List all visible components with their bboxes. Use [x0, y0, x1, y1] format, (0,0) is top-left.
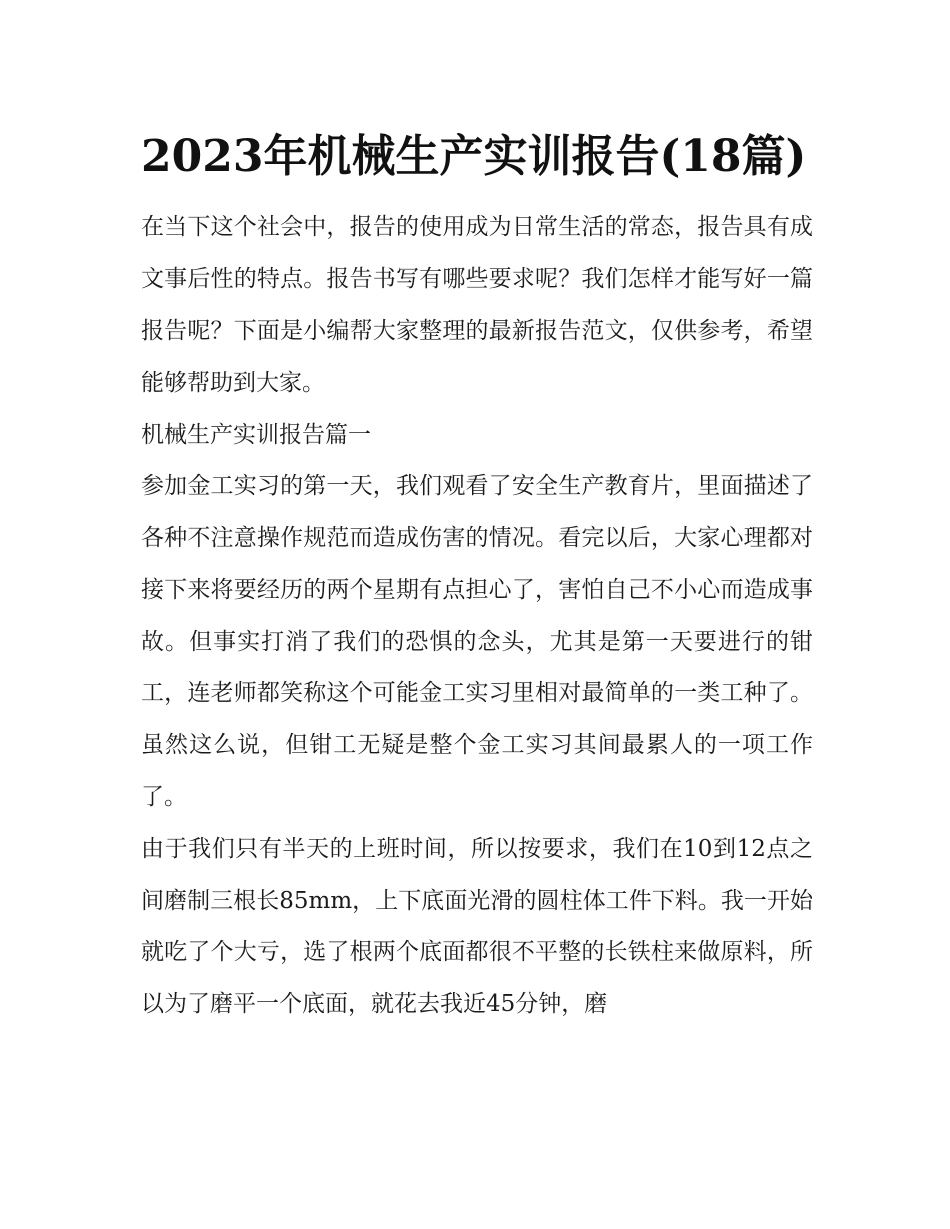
- section-heading: 机械生产实训报告篇一: [141, 421, 371, 448]
- intro-paragraph: 在当下这个社会中，报告的使用成为日常生活的常态，报告具有成文事后性的特点。报告书写有哪些要求呢？我们怎样才能写好一篇报告呢？下面是小编帮大家整理的最新报告范文，仅供参考，希望能够帮助到大家。: [141, 214, 813, 396]
- document-title: 2023年机械生产实训报告(18篇): [141, 131, 807, 182]
- body-paragraph: 由于我们只有半天的上班时间，所以按要求，我们在10到12点之间磨制三根长85mm，上下底面光滑的圆柱体工件下料。我一开始就吃了个大亏，选了根两个底面都很不平整的长铁柱来做原料，所以为了磨平一个底面，就花去我近45分钟，磨: [141, 835, 813, 1018]
- body-paragraph: 参加金工实习的第一天，我们观看了安全生产教育片，里面描述了各种不注意操作规范而造成伤害的情况。看完以后，大家心理都对接下来将要经历的两个星期有点担心了，害怕自己不小心而造成事故。但事实打消了我们的恐惧的念头，尤其是第一天要进行的钳工，连老师都笑称这个可能金工实习里相对最简单的一类工种了。虽然这么说，但钳工无疑是整个金工实习其间最累人的一项工作了。: [141, 473, 813, 811]
- document-content: [141, 118, 813, 1031]
